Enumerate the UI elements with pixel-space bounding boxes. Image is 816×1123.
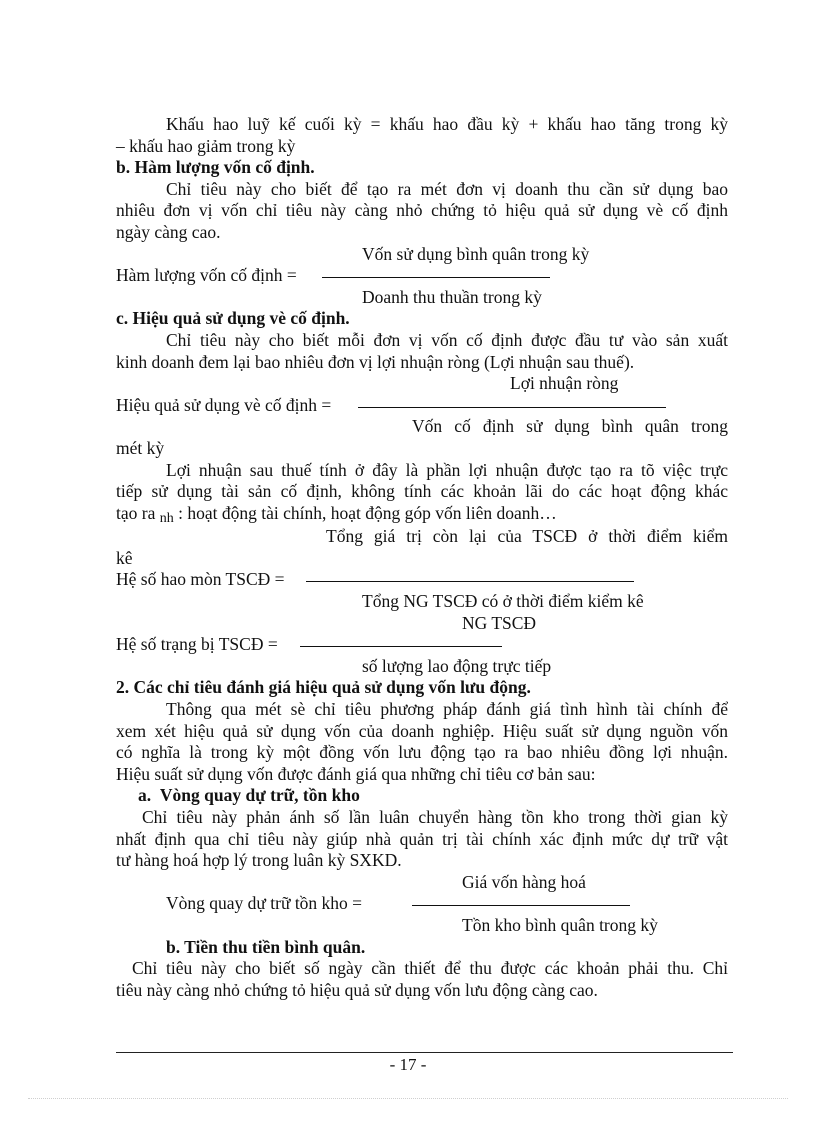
paragraph-line: tiêu này càng nhỏ chứng tỏ hiệu quả sử dụng vốn lưu động càng cao. — [116, 979, 598, 1000]
formula-numerator: Giá vốn hàng hoá — [462, 871, 586, 892]
formula-fixed-capital-content — [116, 244, 728, 266]
fraction-bar — [306, 581, 634, 582]
footer-divider — [116, 1052, 733, 1053]
formula-denominator: số lượng lao động trực tiếp — [362, 655, 552, 676]
paragraph-line: kinh doanh đem lại bao nhiêu đơn vị lợi nhuận ròng (Lợi nhuận sau thuế). — [116, 351, 635, 372]
formula-label: Hệ số trạng bị TSCĐ = — [116, 634, 278, 655]
subsection-heading: a. Vòng quay dự trữ, tồn kho — [138, 785, 360, 806]
fraction-bar — [300, 646, 502, 647]
paragraph-line: tư hàng hoá hợp lý trong luân kỳ SXKD. — [116, 850, 402, 871]
formula-numerator: NG TSCĐ — [462, 612, 537, 633]
fraction-bar — [322, 277, 550, 278]
document-body — [116, 114, 728, 1001]
paragraph-line: nhất định qua chỉ tiêu này giúp nhà quản trị tài chính xác định mức dự trữ vật — [116, 828, 728, 849]
paragraph-line: tạo ra nh : hoạt động tài chính, hoạt động góp vốn liên doanh… — [116, 502, 557, 526]
paragraph-line: ngày càng cao. — [116, 221, 221, 242]
paragraph-line: Chỉ tiêu này cho biết để tạo ra mét đơn vị doanh thu cần sử dụng bao — [166, 178, 728, 199]
paragraph-line: Khấu hao luỹ kế cuối kỳ = khấu hao đầu kỳ + khấu hao tăng trong kỳ — [166, 114, 728, 134]
paragraph-line: tiếp sử dụng tài sản cố định, không tính các khoản lãi do các hoạt động khác — [116, 481, 728, 502]
page-edge-dotted-line — [28, 1098, 788, 1099]
formula-denominator: Tổng NG TSCĐ có ở thời điểm kiểm kê — [362, 591, 644, 612]
formula-numerator: Vốn sử dụng bình quân trong kỳ — [362, 243, 590, 264]
paragraph-line: – khấu hao giảm trong kỳ — [116, 135, 296, 156]
paragraph-line: Chỉ tiêu này cho biết mỗi đơn vị vốn cố định được đầu tư vào sản xuất — [166, 329, 728, 350]
formula-numerator: Tổng giá trị còn lại của TSCĐ ở thời điểm kiểm — [326, 526, 728, 547]
section-heading: 2. Các chỉ tiêu đánh giá hiệu quả sử dụng vốn lưu động. — [116, 677, 531, 698]
formula-label: Vòng quay dự trữ tồn kho = — [166, 893, 363, 914]
formula-numerator: Lợi nhuận ròng — [510, 373, 619, 394]
formula-label: Hàm lượng vốn cố định = — [116, 265, 297, 286]
paragraph-line: Chỉ tiêu này cho biết số ngày cần thiết để thu được các khoản phải thu. Chỉ — [132, 958, 728, 979]
formula-label: Hệ số hao mòn TSCĐ = — [116, 569, 285, 590]
paragraph-line: xem xét hiệu quả sử dụng vốn của doanh nghiệp. Hiệu suất sử dụng nguồn vốn — [116, 720, 728, 741]
fraction-bar — [412, 905, 630, 906]
formula-denominator: Vốn cố định sử dụng bình quân trong — [412, 416, 728, 437]
formula-label: Hiệu quả sử dụng vè cố định = — [116, 394, 332, 415]
paragraph-line: có nghĩa là trong kỳ một đồng vốn lưu động tạo ra bao nhiêu đồng lợi nhuận. — [116, 742, 728, 763]
paragraph-line: mét kỳ — [116, 437, 165, 458]
section-heading: c. Hiệu quả sử dụng vè cố định. — [116, 308, 350, 329]
formula-denominator: Doanh thu thuần trong kỳ — [362, 286, 542, 307]
paragraph-line: kê — [116, 547, 133, 568]
fraction-bar — [358, 407, 666, 408]
subsection-heading: b. Tiền thu tiền bình quân. — [166, 936, 366, 957]
section-heading: b. Hàm lượng vốn cố định. — [116, 157, 315, 178]
paragraph-line: nhiêu đơn vị vốn chỉ tiêu này càng nhỏ chứng tỏ hiệu quả sử dụng vè cố định — [116, 200, 728, 221]
page-number: - 17 - — [389, 1055, 427, 1074]
paragraph-line: Thông qua mét sè chỉ tiêu phương pháp đánh giá tình hình tài chính để — [166, 699, 728, 720]
paragraph-line: Lợi nhuận sau thuế tính ở đây là phần lợi nhuận được tạo ra tõ việc trực — [166, 459, 728, 480]
formula-denominator: Tồn kho bình quân trong kỳ — [462, 914, 658, 935]
paragraph-line: Hiệu suất sử dụng vốn được đánh giá qua những chỉ tiêu cơ bản sau: — [116, 763, 596, 784]
paragraph-line: Chỉ tiêu này phản ánh số lần luân chuyển hàng tồn kho trong thời gian kỳ — [142, 807, 728, 827]
